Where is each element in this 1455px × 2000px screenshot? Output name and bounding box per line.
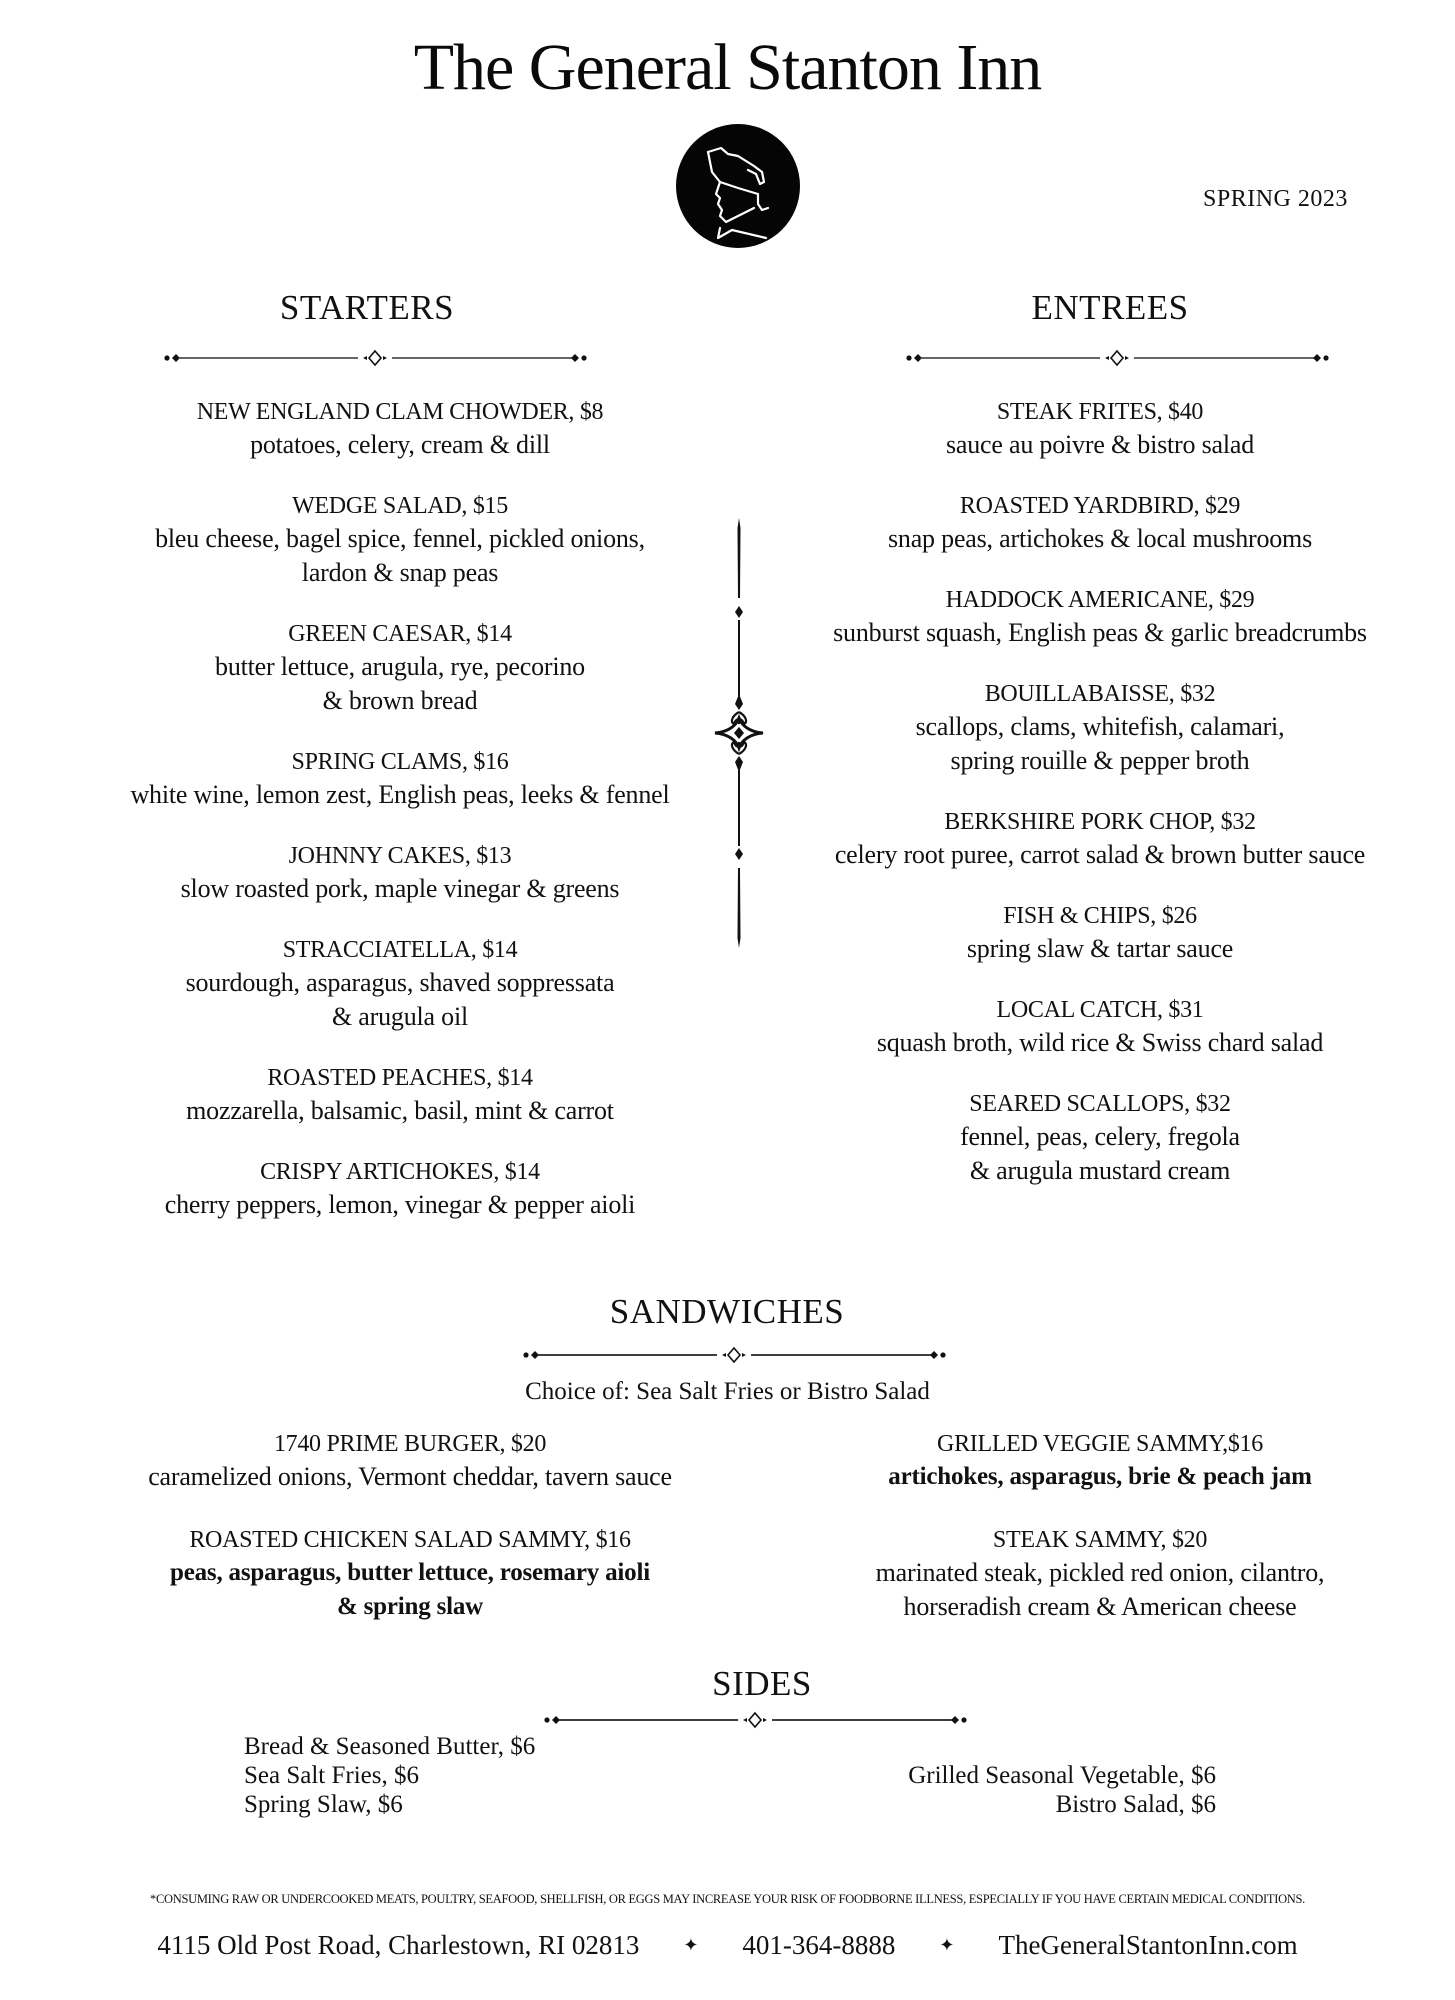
menu-item (100, 746, 700, 812)
phone-number[interactable]: 401-364-8888 (742, 1930, 896, 1960)
item-description: marinated steak, pickled red onion, cilantro, (875, 1558, 1325, 1587)
vertical-ornament-icon (714, 518, 764, 948)
item-name: SPRING CLAMS, $16 (291, 749, 509, 775)
item-name: NEW ENGLAND CLAM CHOWDER, $8 (196, 399, 604, 425)
item-name: SEARED SCALLOPS, $32 (969, 1091, 1231, 1117)
star-separator-icon: ✦ (683, 1935, 699, 1955)
item-description: sauce au poivre & bistro salad (945, 430, 1255, 459)
item-name: HADDOCK AMERICANE, $29 (945, 587, 1255, 613)
menu-item (90, 1524, 730, 1624)
season-label: SPRING 2023 (1203, 186, 1348, 212)
sandwiches-divider (522, 1345, 947, 1365)
sandwiches-right-list (780, 1428, 1420, 1654)
item-description: & arugula mustard cream (969, 1156, 1231, 1185)
menu-item (780, 678, 1420, 778)
item-name: ROASTED YARDBIRD, $29 (959, 493, 1241, 519)
sandwiches-heading: SANDWICHES (609, 1292, 845, 1331)
item-description: cherry peppers, lemon, vinegar & pepper aioli (164, 1190, 636, 1219)
ornamental-divider-icon (905, 348, 1330, 368)
item-description: fennel, peas, celery, fregola (960, 1122, 1240, 1151)
item-name: JOHNNY CAKES, $13 (288, 843, 512, 869)
menu-item (780, 490, 1420, 556)
item-description: potatoes, celery, cream & dill (250, 430, 550, 459)
website-link[interactable]: TheGeneralStantonInn.com (998, 1930, 1298, 1960)
item-description: bleu cheese, bagel spice, fennel, pickled onions, (155, 524, 645, 553)
item-name: ROASTED PEACHES, $14 (267, 1065, 533, 1091)
item-name: STEAK SAMMY, $20 (992, 1527, 1208, 1553)
ornamental-divider-icon (522, 1345, 947, 1365)
food-safety-disclaimer: *CONSUMING RAW OR UNDERCOOKED MEATS, POULTRY, SEAFOOD, SHELLFISH, OR EGGS MAY INCREASE YOUR RISK OF FOODBORNE ILLNESS, ESPECIALLY IF YOU HAVE CERTAIN MEDICAL CONDITIONS. (150, 1892, 1305, 1906)
sides-heading: SIDES (712, 1664, 812, 1703)
item-description: spring slaw & tartar sauce (966, 934, 1234, 963)
ornamental-divider-icon (163, 348, 588, 368)
colonial-profile-logo-icon (676, 124, 800, 248)
menu-item (100, 840, 700, 906)
menu-item (780, 396, 1420, 462)
item-description: mozzarella, balsamic, basil, mint & carrot (186, 1096, 614, 1125)
menu-item (780, 584, 1420, 650)
sides-left-list (244, 1732, 535, 1819)
starters-heading: STARTERS (279, 288, 455, 327)
menu-item (780, 1524, 1420, 1624)
item-description: & arugula oil (331, 1002, 469, 1031)
item-description: sunburst squash, English peas & garlic breadcrumbs (833, 618, 1367, 647)
item-description: spring rouille & pepper broth (950, 746, 1250, 775)
item-description: scallops, clams, whitefish, calamari, (915, 712, 1285, 741)
item-description: horseradish cream & American cheese (903, 1592, 1297, 1621)
item-description: snap peas, artichokes & local mushrooms (888, 524, 1312, 553)
menu-item (100, 396, 700, 462)
entrees-heading: ENTREES (1031, 288, 1189, 327)
item-description: caramelized onions, Vermont cheddar, tavern sauce (148, 1462, 672, 1491)
address: 4115 Old Post Road, Charlestown, RI 02813 (157, 1930, 640, 1960)
menu-item (780, 1428, 1420, 1494)
item-name: BERKSHIRE PORK CHOP, $32 (944, 809, 1256, 835)
item-name: CRISPY ARTICHOKES, $14 (260, 1159, 540, 1185)
item-description: & spring slaw (336, 1593, 484, 1620)
item-name: STRACCIATELLA, $14 (282, 937, 518, 963)
sides-divider (543, 1710, 968, 1730)
restaurant-title: The General Stanton Inn (413, 31, 1042, 104)
contact-line (0, 1930, 1455, 1961)
item-description: & brown bread (322, 686, 478, 715)
item-description: white wine, lemon zest, English peas, leeks & fennel (130, 780, 670, 809)
item-description: celery root puree, carrot salad & brown butter sauce (834, 840, 1366, 869)
menu-item (780, 900, 1420, 966)
sides-right-list (800, 1761, 1216, 1819)
item-name: 1740 PRIME BURGER, $20 (273, 1431, 547, 1457)
starters-divider (163, 348, 588, 368)
side-item: Grilled Seasonal Vegetable, $6 (908, 1762, 1216, 1789)
entrees-divider (905, 348, 1330, 368)
item-name: BOUILLABAISSE, $32 (984, 681, 1216, 707)
item-description: butter lettuce, arugula, rye, pecorino (215, 652, 585, 681)
item-name: GREEN CAESAR, $14 (288, 621, 512, 647)
menu-item (780, 806, 1420, 872)
side-item: Bistro Salad, $6 (1055, 1791, 1216, 1818)
item-description: squash broth, wild rice & Swiss chard salad (876, 1028, 1324, 1057)
side-item: Sea Salt Fries, $6 (244, 1762, 419, 1789)
item-name: STEAK FRITES, $40 (996, 399, 1204, 425)
starters-list (100, 396, 700, 1250)
item-description: artichokes, asparagus, brie & peach jam (888, 1463, 1312, 1490)
item-name: LOCAL CATCH, $31 (996, 997, 1204, 1023)
item-name: FISH & CHIPS, $26 (1003, 903, 1197, 929)
menu-item (100, 934, 700, 1034)
menu-item (780, 994, 1420, 1060)
sandwiches-left-list (90, 1428, 730, 1654)
menu-item (100, 618, 700, 718)
item-description: sourdough, asparagus, shaved soppressata (185, 968, 615, 997)
ornamental-divider-icon (543, 1710, 968, 1730)
star-separator-icon: ✦ (939, 1935, 955, 1955)
item-description: peas, asparagus, butter lettuce, rosemary aioli (170, 1559, 650, 1586)
menu-item (100, 490, 700, 590)
sandwich-side-choice-note: Choice of: Sea Salt Fries or Bistro Salad (525, 1378, 930, 1405)
entrees-list (780, 396, 1420, 1216)
side-item: Bread & Seasoned Butter, $6 (244, 1733, 536, 1760)
item-name: WEDGE SALAD, $15 (292, 493, 508, 519)
menu-item (100, 1156, 700, 1222)
item-description: slow roasted pork, maple vinegar & greens (180, 874, 620, 903)
menu-item (90, 1428, 730, 1494)
side-item: Spring Slaw, $6 (244, 1791, 403, 1818)
menu-item (780, 1088, 1420, 1188)
item-name: ROASTED CHICKEN SALAD SAMMY, $16 (189, 1527, 631, 1553)
item-description: lardon & snap peas (301, 558, 499, 587)
item-name: GRILLED VEGGIE SAMMY,$16 (937, 1431, 1263, 1457)
menu-item (100, 1062, 700, 1128)
